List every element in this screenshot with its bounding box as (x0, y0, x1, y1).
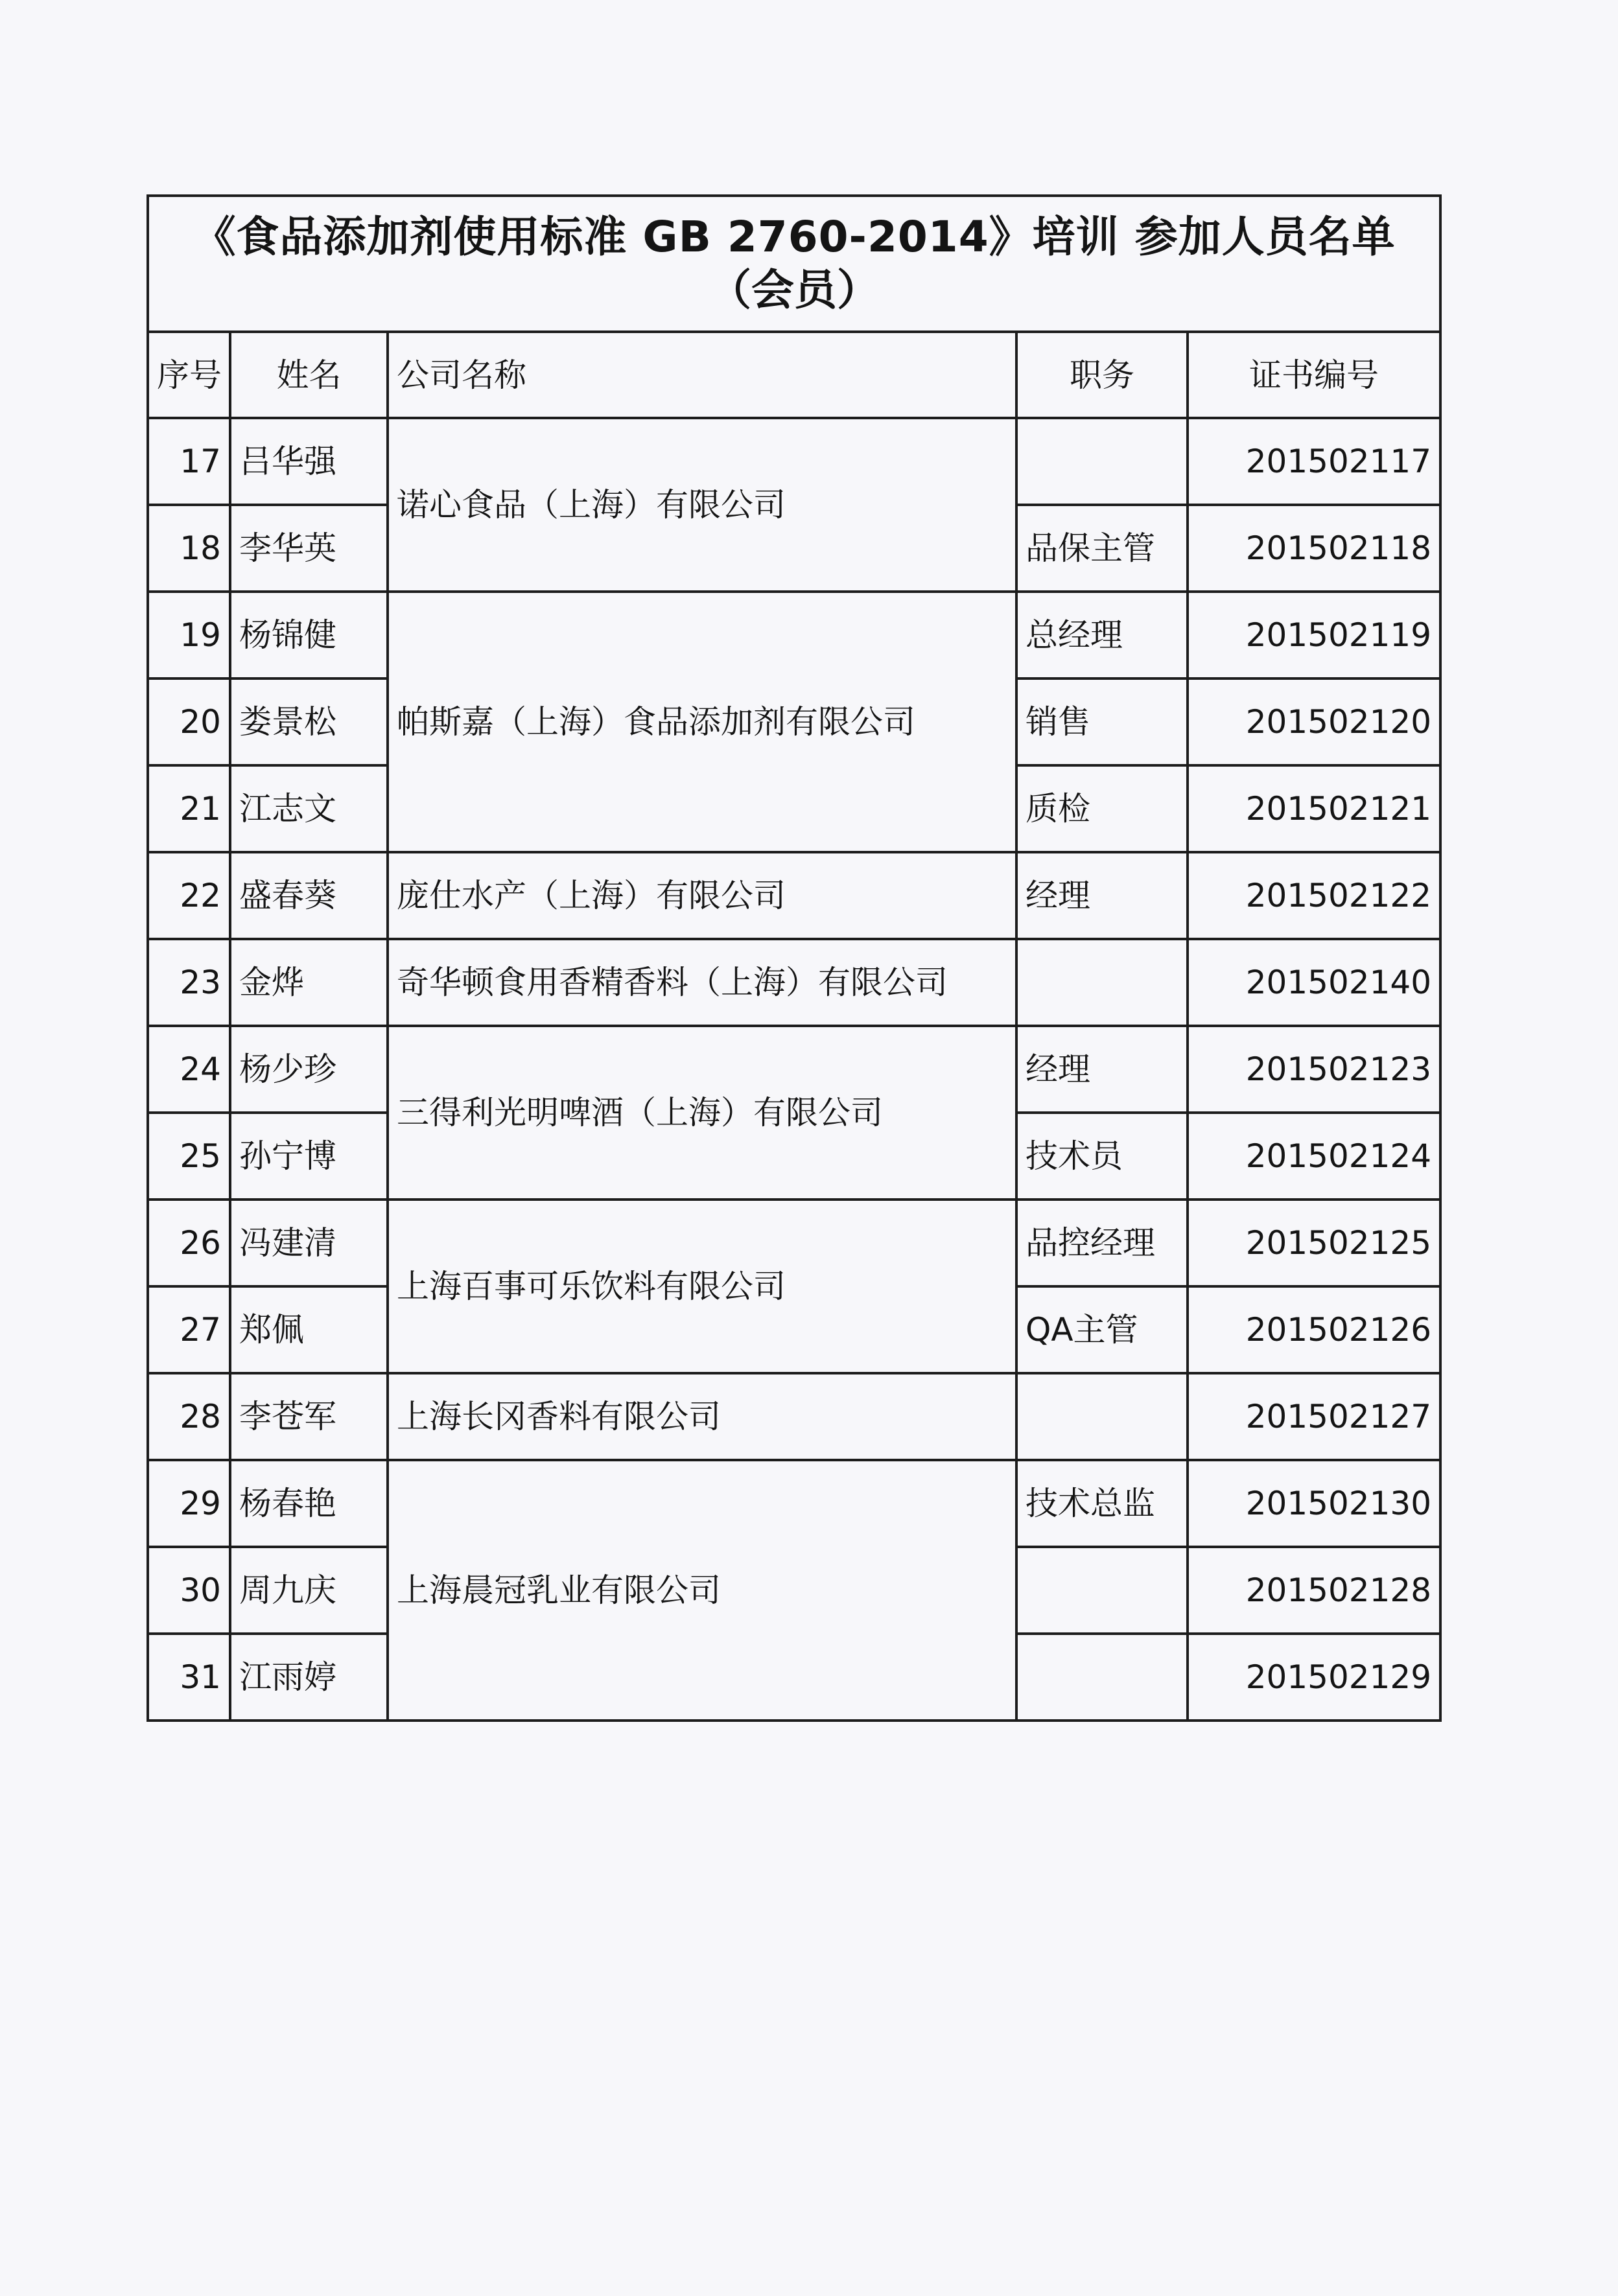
certificate-number: 201502123 (1188, 1026, 1440, 1113)
position (1016, 1547, 1188, 1634)
company-name: 三得利光明啤酒（上海）有限公司 (388, 1026, 1016, 1200)
company-name: 庞仕水产（上海）有限公司 (388, 852, 1016, 939)
table-body (148, 418, 1440, 1721)
certificate-number: 201502140 (1188, 939, 1440, 1026)
header-index: 序号 (148, 332, 230, 418)
row-index: 17 (148, 418, 230, 505)
position (1016, 939, 1188, 1026)
table-row (148, 592, 1440, 678)
position: 经理 (1016, 852, 1188, 939)
position: QA主管 (1016, 1286, 1188, 1373)
certificate-number: 201502120 (1188, 678, 1440, 765)
row-index: 18 (148, 505, 230, 592)
participant-name: 周九庆 (230, 1547, 388, 1634)
participant-name: 江志文 (230, 765, 388, 852)
certificate-number: 201502125 (1188, 1200, 1440, 1286)
row-index: 23 (148, 939, 230, 1026)
certificate-number: 201502126 (1188, 1286, 1440, 1373)
header-company: 公司名称 (388, 332, 1016, 418)
row-index: 19 (148, 592, 230, 678)
position: 品控经理 (1016, 1200, 1188, 1286)
position: 技术员 (1016, 1113, 1188, 1200)
participant-table (147, 194, 1442, 1722)
company-name: 诺心食品（上海）有限公司 (388, 418, 1016, 592)
title-line-2: （会员） (709, 265, 880, 315)
position: 品保主管 (1016, 505, 1188, 592)
row-index: 28 (148, 1373, 230, 1460)
position (1016, 1634, 1188, 1721)
participant-name: 盛春葵 (230, 852, 388, 939)
row-index: 25 (148, 1113, 230, 1200)
position: 质检 (1016, 765, 1188, 852)
row-index: 22 (148, 852, 230, 939)
certificate-number: 201502122 (1188, 852, 1440, 939)
certificate-number: 201502119 (1188, 592, 1440, 678)
participant-name: 杨锦健 (230, 592, 388, 678)
participant-name: 郑佩 (230, 1286, 388, 1373)
row-index: 30 (148, 1547, 230, 1634)
certificate-number: 201502118 (1188, 505, 1440, 592)
certificate-number: 201502128 (1188, 1547, 1440, 1634)
certificate-number: 201502121 (1188, 765, 1440, 852)
participant-name: 李华英 (230, 505, 388, 592)
certificate-number: 201502117 (1188, 418, 1440, 505)
company-name: 奇华顿食用香精香料（上海）有限公司 (388, 939, 1016, 1026)
row-index: 27 (148, 1286, 230, 1373)
table-row (148, 939, 1440, 1026)
company-name: 上海百事可乐饮料有限公司 (388, 1200, 1016, 1373)
header-name: 姓名 (230, 332, 388, 418)
header-position: 职务 (1016, 332, 1188, 418)
row-index: 31 (148, 1634, 230, 1721)
table-row (148, 1373, 1440, 1460)
participant-name: 冯建清 (230, 1200, 388, 1286)
company-name: 上海长冈香料有限公司 (388, 1373, 1016, 1460)
certificate-number: 201502130 (1188, 1460, 1440, 1547)
table-row (148, 418, 1440, 505)
row-index: 21 (148, 765, 230, 852)
position: 经理 (1016, 1026, 1188, 1113)
row-index: 20 (148, 678, 230, 765)
table-title (148, 196, 1440, 332)
participant-name: 杨少珍 (230, 1026, 388, 1113)
participant-name: 杨春艳 (230, 1460, 388, 1547)
position: 总经理 (1016, 592, 1188, 678)
header-row (148, 332, 1440, 418)
row-index: 24 (148, 1026, 230, 1113)
certificate-number: 201502129 (1188, 1634, 1440, 1721)
participant-name: 李苍军 (230, 1373, 388, 1460)
position (1016, 418, 1188, 505)
certificate-number: 201502124 (1188, 1113, 1440, 1200)
participant-name: 金烨 (230, 939, 388, 1026)
participant-name: 吕华强 (230, 418, 388, 505)
table-row (148, 1026, 1440, 1113)
position (1016, 1373, 1188, 1460)
certificate-number: 201502127 (1188, 1373, 1440, 1460)
company-name: 帕斯嘉（上海）食品添加剂有限公司 (388, 592, 1016, 852)
company-name: 上海晨冠乳业有限公司 (388, 1460, 1016, 1721)
participant-name: 孙宁博 (230, 1113, 388, 1200)
title-line-1: 《食品添加剂使用标准 GB 2760-2014》培训 参加人员名单 (193, 211, 1396, 262)
participant-name: 江雨婷 (230, 1634, 388, 1721)
table-row (148, 1200, 1440, 1286)
header-cert: 证书编号 (1188, 332, 1440, 418)
row-index: 29 (148, 1460, 230, 1547)
position: 销售 (1016, 678, 1188, 765)
participant-name: 娄景松 (230, 678, 388, 765)
table-row (148, 852, 1440, 939)
table-row (148, 1460, 1440, 1547)
position: 技术总监 (1016, 1460, 1188, 1547)
row-index: 26 (148, 1200, 230, 1286)
